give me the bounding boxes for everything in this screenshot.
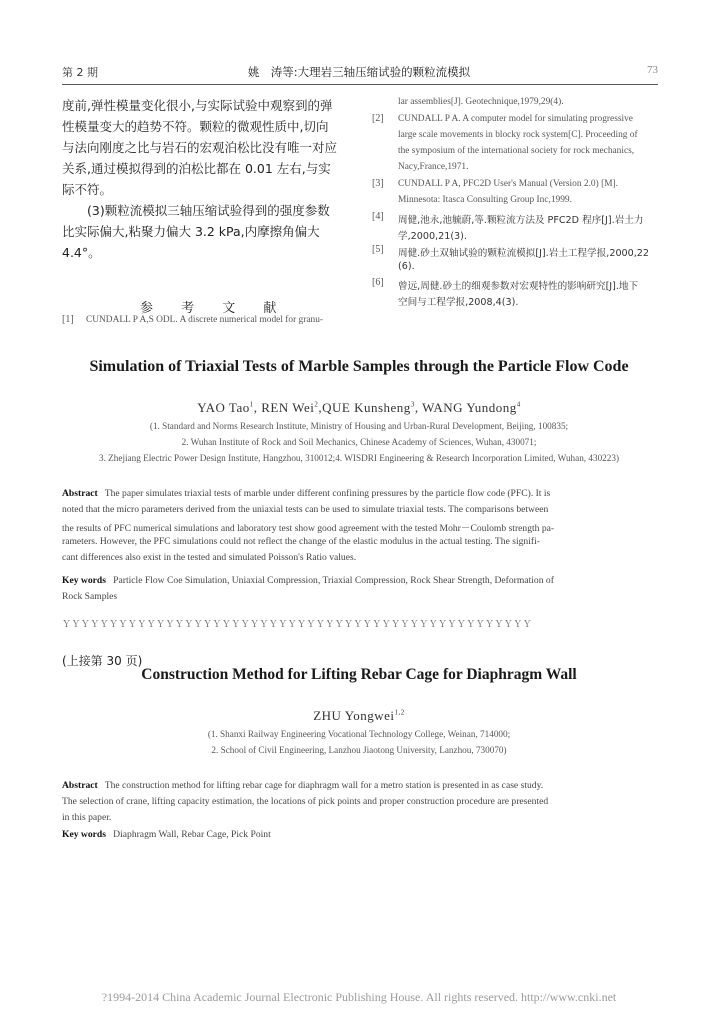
keywords-line — [62, 575, 658, 586]
ref-text: 空间与工程学报,2008,4(3). — [398, 297, 519, 308]
abstract-text: The paper simulates triaxial tests of marble under different confining pressures by the particle flow code (PFC). It is — [104, 488, 551, 499]
body-line: 比实际偏大,粘聚力偏大 3.2 kPa,内摩擦角偏大 — [62, 224, 320, 239]
abstract-line: The selection of crane, lifting capacity estimation, the locations of pick points and proper construction procedure are presented — [62, 796, 549, 807]
keywords-label: Key words — [62, 829, 106, 840]
abstract-label: Abstract — [62, 488, 98, 499]
author-name: WANG Yundong — [422, 400, 517, 415]
article-title: Construction Method for Lifting Rebar Cage for Diaphragm Wall — [141, 666, 577, 683]
ref-number: [5] — [372, 244, 384, 255]
body-line: 性模量变大的趋势不符。颗粒的微观性质中,切向 — [62, 119, 329, 134]
abstract-text: The construction method for lifting rebar cage for diaphragm wall for a metro station is presented in as case study. — [104, 780, 544, 791]
author-name: QUE Kunsheng — [322, 400, 411, 415]
keywords-text: Diaphragm Wall, Rebar Cage, Pick Point — [113, 829, 271, 840]
affiliation-line: 3. Zhejiang Electric Power Design Institute, Hangzhou, 310012;4. WISDRI Engineering & Research Incorporation Limited, Wuhan, 430223) — [98, 453, 620, 463]
ref-text: lar assemblies[J]. Geotechnique,1979,29(4). — [398, 97, 564, 107]
ref-text: (6). — [398, 261, 415, 272]
author-name: REN Wei — [261, 400, 315, 415]
ref-text: 周健.砂土双轴试验的颗粒流模拟[J].岩土工程学报,2000,22 — [398, 248, 650, 259]
body-line: 4.4°。 — [62, 245, 101, 260]
affiliation-line: (1. Standard and Norms Research Institute, Ministry of Housing and Urban-Rural Development, Beijing, 100835; — [149, 421, 569, 431]
ref-number: [6] — [372, 277, 384, 288]
abstract-line: rameters. However, the PFC simulations could not reflect the change of the elastic modulus in the actual testing. The signifi- — [62, 536, 540, 547]
author-affil-mark: 1 — [249, 400, 254, 409]
article-title: Simulation of Triaxial Tests of Marble Samples through the Particle Flow Code — [89, 358, 629, 375]
ref-number: [4] — [372, 211, 384, 222]
author-affil-mark: 3 — [410, 400, 415, 409]
ref-text: large scale movements in blocky rock system[C]. Proceeding of — [398, 130, 638, 140]
issue-number: 第 2 期 — [62, 66, 98, 79]
ref-text: Minnesota: Itasca Consulting Group Inc,1999. — [398, 195, 572, 205]
body-line: 关系,通过模拟得到的泊松比都在 0.01 左右,与实 — [62, 161, 331, 176]
author-list — [0, 708, 718, 724]
section-separator: ＹＹＹＹＹＹＹＹＹＹＹＹＹＹＹＹＹＹＹＹＹＹＹＹＹＹＹＹＹＹＹＹＹＹＹＹＹＹＹＹＹＹＹＹＹＹＹＹＹＹ — [62, 619, 533, 629]
page-number: 73 — [647, 64, 658, 76]
ref-text: 曾远,周健.砂土的细观参数对宏观特性的影响研究[J].地下 — [398, 281, 639, 292]
author-name: YAO Tao — [197, 400, 250, 415]
abstract-line: the results of PFC numerical simulations and laboratory test show good agreement with the tested Mohr－Coulomb strength pa- — [62, 523, 555, 534]
abstract-line: cant differences also exist in the tested and simulated Poisson's Ratio values. — [62, 552, 357, 563]
ref-text: 学,2000,21(3). — [398, 231, 467, 242]
running-title: 姚 涛等:大理岩三轴压缩试验的颗粒流模拟 — [247, 65, 471, 79]
ref-text: CUNDALL P A, PFC2D User's Manual (Version 2.0) [M]. — [398, 179, 618, 189]
keywords-line — [62, 829, 658, 840]
affiliation-line: 2. Wuhan Institute of Rock and Soil Mechanics, Chinese Academy of Sciences, Wuhan, 430071; — [181, 437, 537, 447]
header-rule — [62, 84, 658, 85]
body-line: 度前,弹性模量变化很小,与实际试验中观察到的弹 — [62, 98, 333, 113]
ref-number: [3] — [372, 178, 384, 189]
body-line: 与法向刚度之比与岩石的宏观泊松比没有唯一对应 — [62, 140, 338, 155]
keywords-text: Particle Flow Coe Simulation, Uniaxial Compression, Triaxial Compression, Rock Shear Strength, Deformation of — [113, 575, 554, 586]
abstract-line — [62, 488, 658, 499]
author-affil-mark: 2 — [314, 400, 319, 409]
author-affil-mark: 1,2 — [394, 708, 405, 717]
abstract-line: noted that the micro parameters derived from the uniaxial tests can be used to simulate triaxial tests. The comparisons between — [62, 504, 549, 515]
author-affil-mark: 4 — [516, 400, 521, 409]
references-heading: 参 考 文 献 — [140, 301, 289, 316]
ref-number: [1] — [62, 314, 74, 325]
ref-text: CUNDALL P A. A computer model for simulating progressive — [398, 114, 633, 124]
affiliation-line: (1. Shanxi Railway Engineering Vocational Technology College, Weinan, 714000; — [207, 729, 511, 739]
abstract-line — [62, 780, 658, 791]
abstract-label: Abstract — [62, 780, 98, 791]
body-line: 际不符。 — [62, 182, 113, 197]
author-name: ZHU Yongwei — [313, 708, 395, 723]
ref-text: 周健,池永,池毓蔚,等.颗粒流方法及 PFC2D 程序[J].岩土力 — [398, 215, 644, 226]
body-line: (3)颗粒流模拟三轴压缩试验得到的强度参数 — [62, 203, 330, 218]
ref-text: CUNDALL P A,S ODL. A discrete numerical model for granu- — [86, 315, 324, 325]
ref-text: the symposium of the international society for rock mechanics, — [398, 146, 635, 156]
affiliation-line: 2. School of Civil Engineering, Lanzhou Jiaotong University, Lanzhou, 730070) — [211, 745, 507, 755]
ref-text: Nacy,France,1971. — [398, 162, 469, 172]
author-list: YAO Tao$^1$, REN Wei$^2$,QUE Kunsheng$^3$, WANG Yundong$^4$ — [197, 400, 521, 415]
keywords-line: Rock Samples — [62, 591, 118, 602]
keywords-label: Key words — [62, 575, 106, 586]
ref-number: [2] — [372, 113, 384, 124]
abstract-line: in this paper. — [62, 812, 112, 823]
continued-note: (上接第 30 页) — [62, 654, 143, 668]
copyright-footer: ?1994-2014 China Academic Journal Electronic Publishing House. All rights reserved. http://www.cnki.net — [101, 990, 617, 1004]
